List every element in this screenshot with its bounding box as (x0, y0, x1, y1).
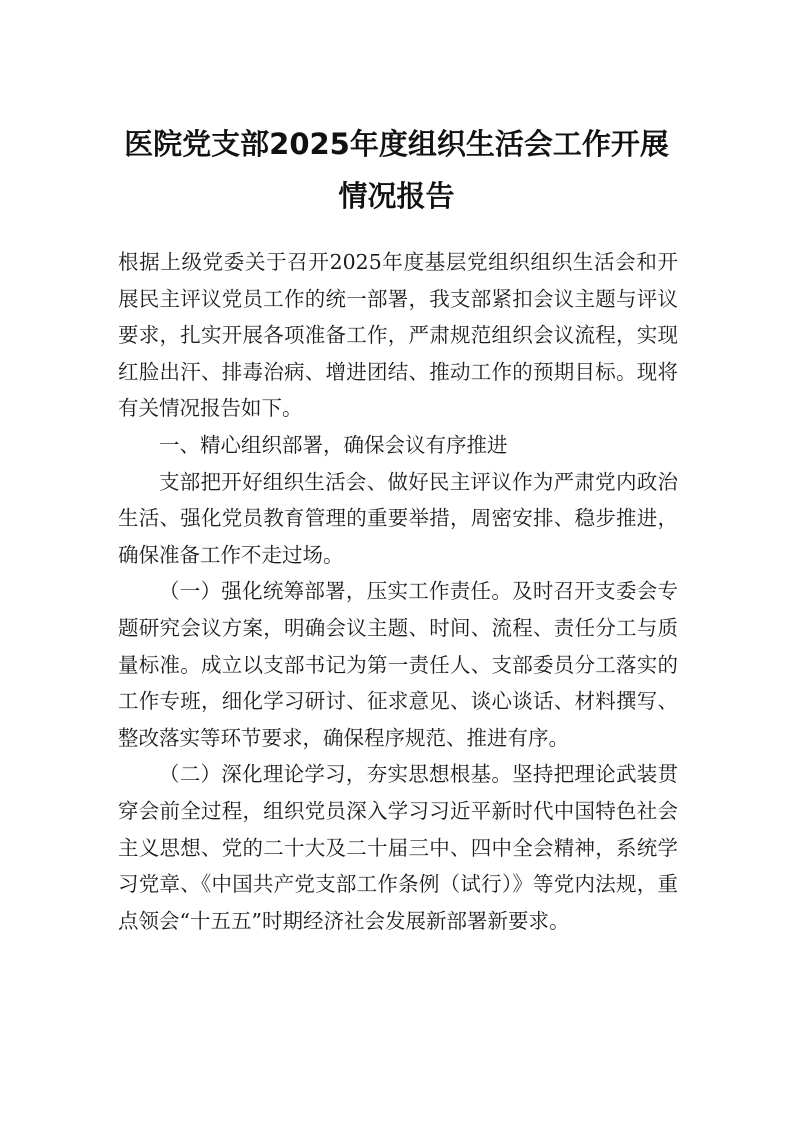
section-heading-1: 一、精心组织部署，确保会议有序推进 (159, 432, 508, 457)
title-line-1: 医院党支部2025年度组织生活会工作开展 (124, 127, 669, 161)
body-paragraph: （二）深化理论学习，夯实思想根基。坚持把理论武装贯穿会前全过程，组织党员深入学习习近平新时代中国特色社会主义思想、党的二十大及二十届三中、四中全会精神，系统学习党章、《中国共产党支部工作条例（试行）》等党内法规，重点领会“十五五”时期经济社会发展新部署新要求。 (118, 762, 678, 933)
title-line-2: 情况报告 (338, 179, 455, 213)
body-paragraph: （一）强化统筹部署，压实工作责任。及时召开支委会专题研究会议方案，明确会议主题、时间、流程、责任分工与质量标准。成立以支部书记为第一责任人、支部委员分工落实的工作专班，细化学习研讨、征求意见、谈心谈话、材料撰写、整改落实等环节要求，确保程序规范、推进有序。 (118, 579, 678, 750)
intro-paragraph: 根据上级党委关于召开2025年度基层党组织组织生活会和开展民主评议党员工作的统一部署，我支部紧扣会议主题与评议要求，扎实开展各项准备工作，严肃规范组织会议流程，实现红脸出汗、排毒治病、增进团结、推动工作的预期目标。现将有关情况报告如下。 (118, 250, 678, 421)
body-paragraph: 支部把开好组织生活会、做好民主评议作为严肃党内政治生活、强化党员教育管理的重要举措，周密安排、稳步推进，确保准备工作不走过场。 (118, 469, 678, 567)
document-title (110, 118, 683, 222)
document-body (118, 244, 678, 939)
